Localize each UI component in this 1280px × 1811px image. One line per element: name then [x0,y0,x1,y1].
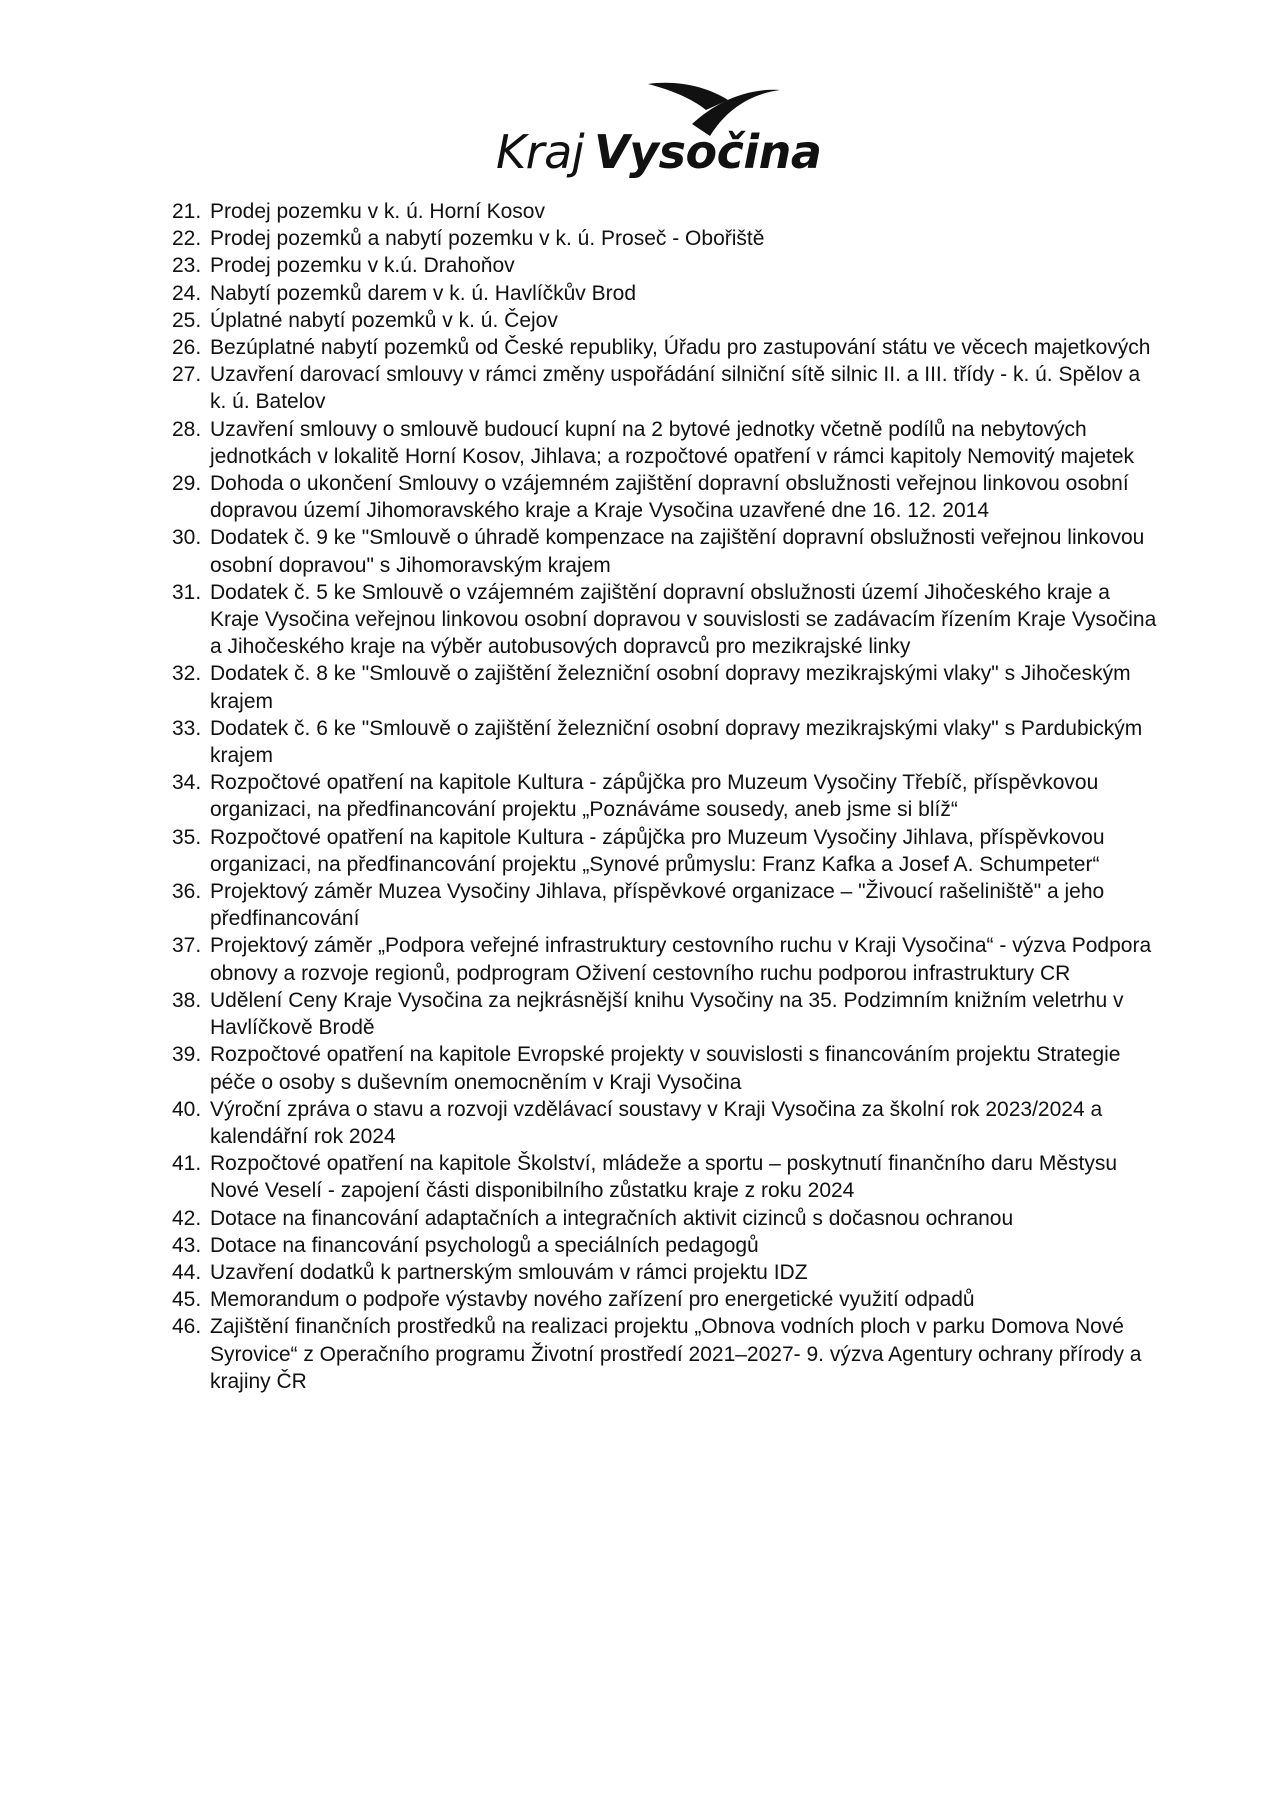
agenda-item [172,1313,1162,1395]
item-text: Projektový záměr „Podpora veřejné infrastruktury cestovního ruchu v Kraji Vysočina“ - výzva Podpora obnovy a rozvoje regionů, podprogram Oživení cestovního ruchu podporou infrastruktury CR [210,934,1152,985]
item-text: Prodej pozemku v k.ú. Drahoňov [210,254,515,278]
agenda-item [172,1286,1162,1313]
agenda-item [172,307,1162,334]
item-number: 30. [172,526,202,550]
agenda-item [172,1096,1162,1150]
item-text: Uzavření darovací smlouvy v rámci změny uspořádání silniční sítě silnic II. a III. třídy - k. ú. Spělov a k. ú. Batelov [210,363,1141,414]
item-text: Prodej pozemku v k. ú. Horní Kosov [210,200,545,223]
agenda-item [172,1041,1162,1095]
item-text: Rozpočtové opatření na kapitole Kultura - zápůjčka pro Muzeum Vysočiny Jihlava, příspěvkovou organizaci, na předfinancování projektu „Synové průmyslu: Franz Kafka a Josef A. Schumpeter“ [210,825,1105,876]
item-number: 31. [172,580,202,604]
item-text: Projektový záměr Muzea Vysočiny Jihlava, příspěvkové organizace – "Živoucí rašeliniště" a jeho předfinancování [210,880,1105,931]
item-text: Zajištění finančních prostředků na realizaci projektu „Obnova vodních ploch v parku Domova Nové Syrovice“ z Operačního programu Životní prostředí 2021–2027- 9. výzva Agentury ochrany přírody a krajiny ČR [210,1315,1142,1393]
logo-wordmark [496,124,821,180]
item-number: 38. [172,988,202,1012]
item-text: Dodatek č. 8 ke "Smlouvě o zajištění železniční osobní dopravy mezikrajskými vlaky" s Jihočeským krajem [210,662,1131,713]
agenda-item [172,579,1162,661]
item-text: Uzavření dodatků k partnerským smlouvám v rámci projektu IDZ [210,1260,808,1284]
agenda-item [172,660,1162,714]
agenda-item [172,1150,1162,1204]
agenda-item [172,225,1162,252]
item-number: 34. [172,771,202,795]
item-number: 37. [172,934,202,958]
item-text: Bezúplatné nabytí pozemků od České republiky, Úřadu pro zastupování státu ve věcech majetkových [210,336,1151,360]
item-number: 35. [172,825,202,849]
item-number: 25. [172,308,202,332]
agenda-item [172,932,1162,986]
agenda-item [172,280,1162,307]
item-number: 22. [172,227,202,251]
agenda-item [172,987,1162,1041]
item-number: 41. [172,1152,202,1176]
logo-word-vysocina: Vysočina [594,125,822,179]
agenda-item [172,524,1162,578]
item-text: Rozpočtové opatření na kapitole Školství, mládeže a sportu – poskytnutí finančního daru Městysu Nové Veselí - zapojení části disponibilního zůstatku kraje z roku 2024 [210,1152,1118,1203]
item-text: Nabytí pozemků darem v k. ú. Havlíčkův Brod [210,281,636,305]
item-number: 21. [172,200,202,223]
agenda-item [172,252,1162,279]
item-number: 26. [172,336,202,360]
item-number: 28. [172,417,202,441]
item-number: 36. [172,880,202,904]
item-text: Rozpočtové opatření na kapitole Kultura - zápůjčka pro Muzeum Vysočiny Třebíč, příspěvkovou organizaci, na předfinancování projektu „Poznáváme sousedy, aneb jsme si blíž“ [210,771,1099,822]
agenda-item [172,769,1162,823]
item-text: Dohoda o ukončení Smlouvy o vzájemném zajištění dopravní obslužnosti veřejnou linkovou osobní dopravou území Jihomoravského kraje a Kraje Vysočina uzavřené dne 16. 12. 2014 [210,472,1129,523]
item-text: Dodatek č. 6 ke "Smlouvě o zajištění železniční osobní dopravy mezikrajskými vlaky" s Pardubickým krajem [210,716,1143,768]
item-text: Dotace na financování adaptačních a integračních aktivit cizinců s dočasnou ochranou [210,1206,1014,1230]
item-number: 44. [172,1260,202,1284]
agenda-item [172,416,1162,470]
item-text: Dotace na financování psychologů a speciálních pedagogů [210,1233,759,1257]
item-text: Prodej pozemků a nabytí pozemku v k. ú. Proseč - Obořiště [210,227,765,251]
item-text: Dodatek č. 9 ke "Smlouvě o úhradě kompenzace na zajištění dopravní obslužnosti veřejnou linkovou osobní dopravou" s Jihomoravským krajem [210,526,1145,577]
agenda-item [172,198,1162,225]
item-text: Udělení Ceny Kraje Vysočina za nejkrásnější knihu Vysočiny na 35. Podzimním knižním veletrhu v Havlíčkově Brodě [210,988,1124,1040]
item-number: 42. [172,1206,202,1230]
agenda-item [172,715,1162,769]
item-number: 43. [172,1233,202,1257]
item-text: Výroční zpráva o stavu a rozvoji vzdělávací soustavy v Kraji Vysočina za školní rok 2023/2024 a kalendářní rok 2024 [210,1097,1103,1148]
item-number: 32. [172,662,202,686]
item-number: 23. [172,254,202,278]
agenda-item [172,470,1162,524]
item-number: 24. [172,281,202,305]
item-number: 45. [172,1288,202,1312]
agenda-list [172,198,1162,1395]
item-text: Dodatek č. 5 ke Smlouvě o vzájemném zajištění dopravní obslužnosti území Jihočeského kraje a Kraje Vysočina veřejnou linkovou osobní dopravou v souvislosti se zadávacím řízením Kraje Vysočina a Jihočeského kraje na výběr autobusových dopravců pro mezikrajské linky [210,580,1157,659]
item-number: 29. [172,472,202,496]
kraj-vysocina-logo [496,80,822,180]
item-text: Memorandum o podpoře výstavby nového zařízení pro energetické využití odpadů [210,1288,975,1312]
agenda-item [172,1205,1162,1232]
agenda-item [172,878,1162,932]
agenda-item [172,1232,1162,1259]
item-text: Rozpočtové opatření na kapitole Evropské projekty v souvislosti s financováním projektu Strategie péče o osoby s duševním onemocněním v Kraji Vysočina [210,1043,1121,1094]
agenda-item [172,334,1162,361]
logo-word-kraj: Kraj [496,125,585,179]
item-text: Úplatné nabytí pozemků v k. ú. Čejov [210,308,558,332]
item-number: 27. [172,363,202,387]
agenda-item [172,361,1162,415]
agenda-item [172,1259,1162,1286]
item-text: Uzavření smlouvy o smlouvě budoucí kupní na 2 bytové jednotky včetně podílů na nebytových jednotkách v lokalitě Horní Kosov, Jihlava; a rozpočtové opatření v rámci kapitoly Nemovitý majetek [210,417,1135,468]
item-number: 33. [172,716,202,740]
item-number: 46. [172,1315,202,1339]
item-number: 40. [172,1097,202,1121]
item-number: 39. [172,1043,202,1067]
agenda-item [172,824,1162,878]
